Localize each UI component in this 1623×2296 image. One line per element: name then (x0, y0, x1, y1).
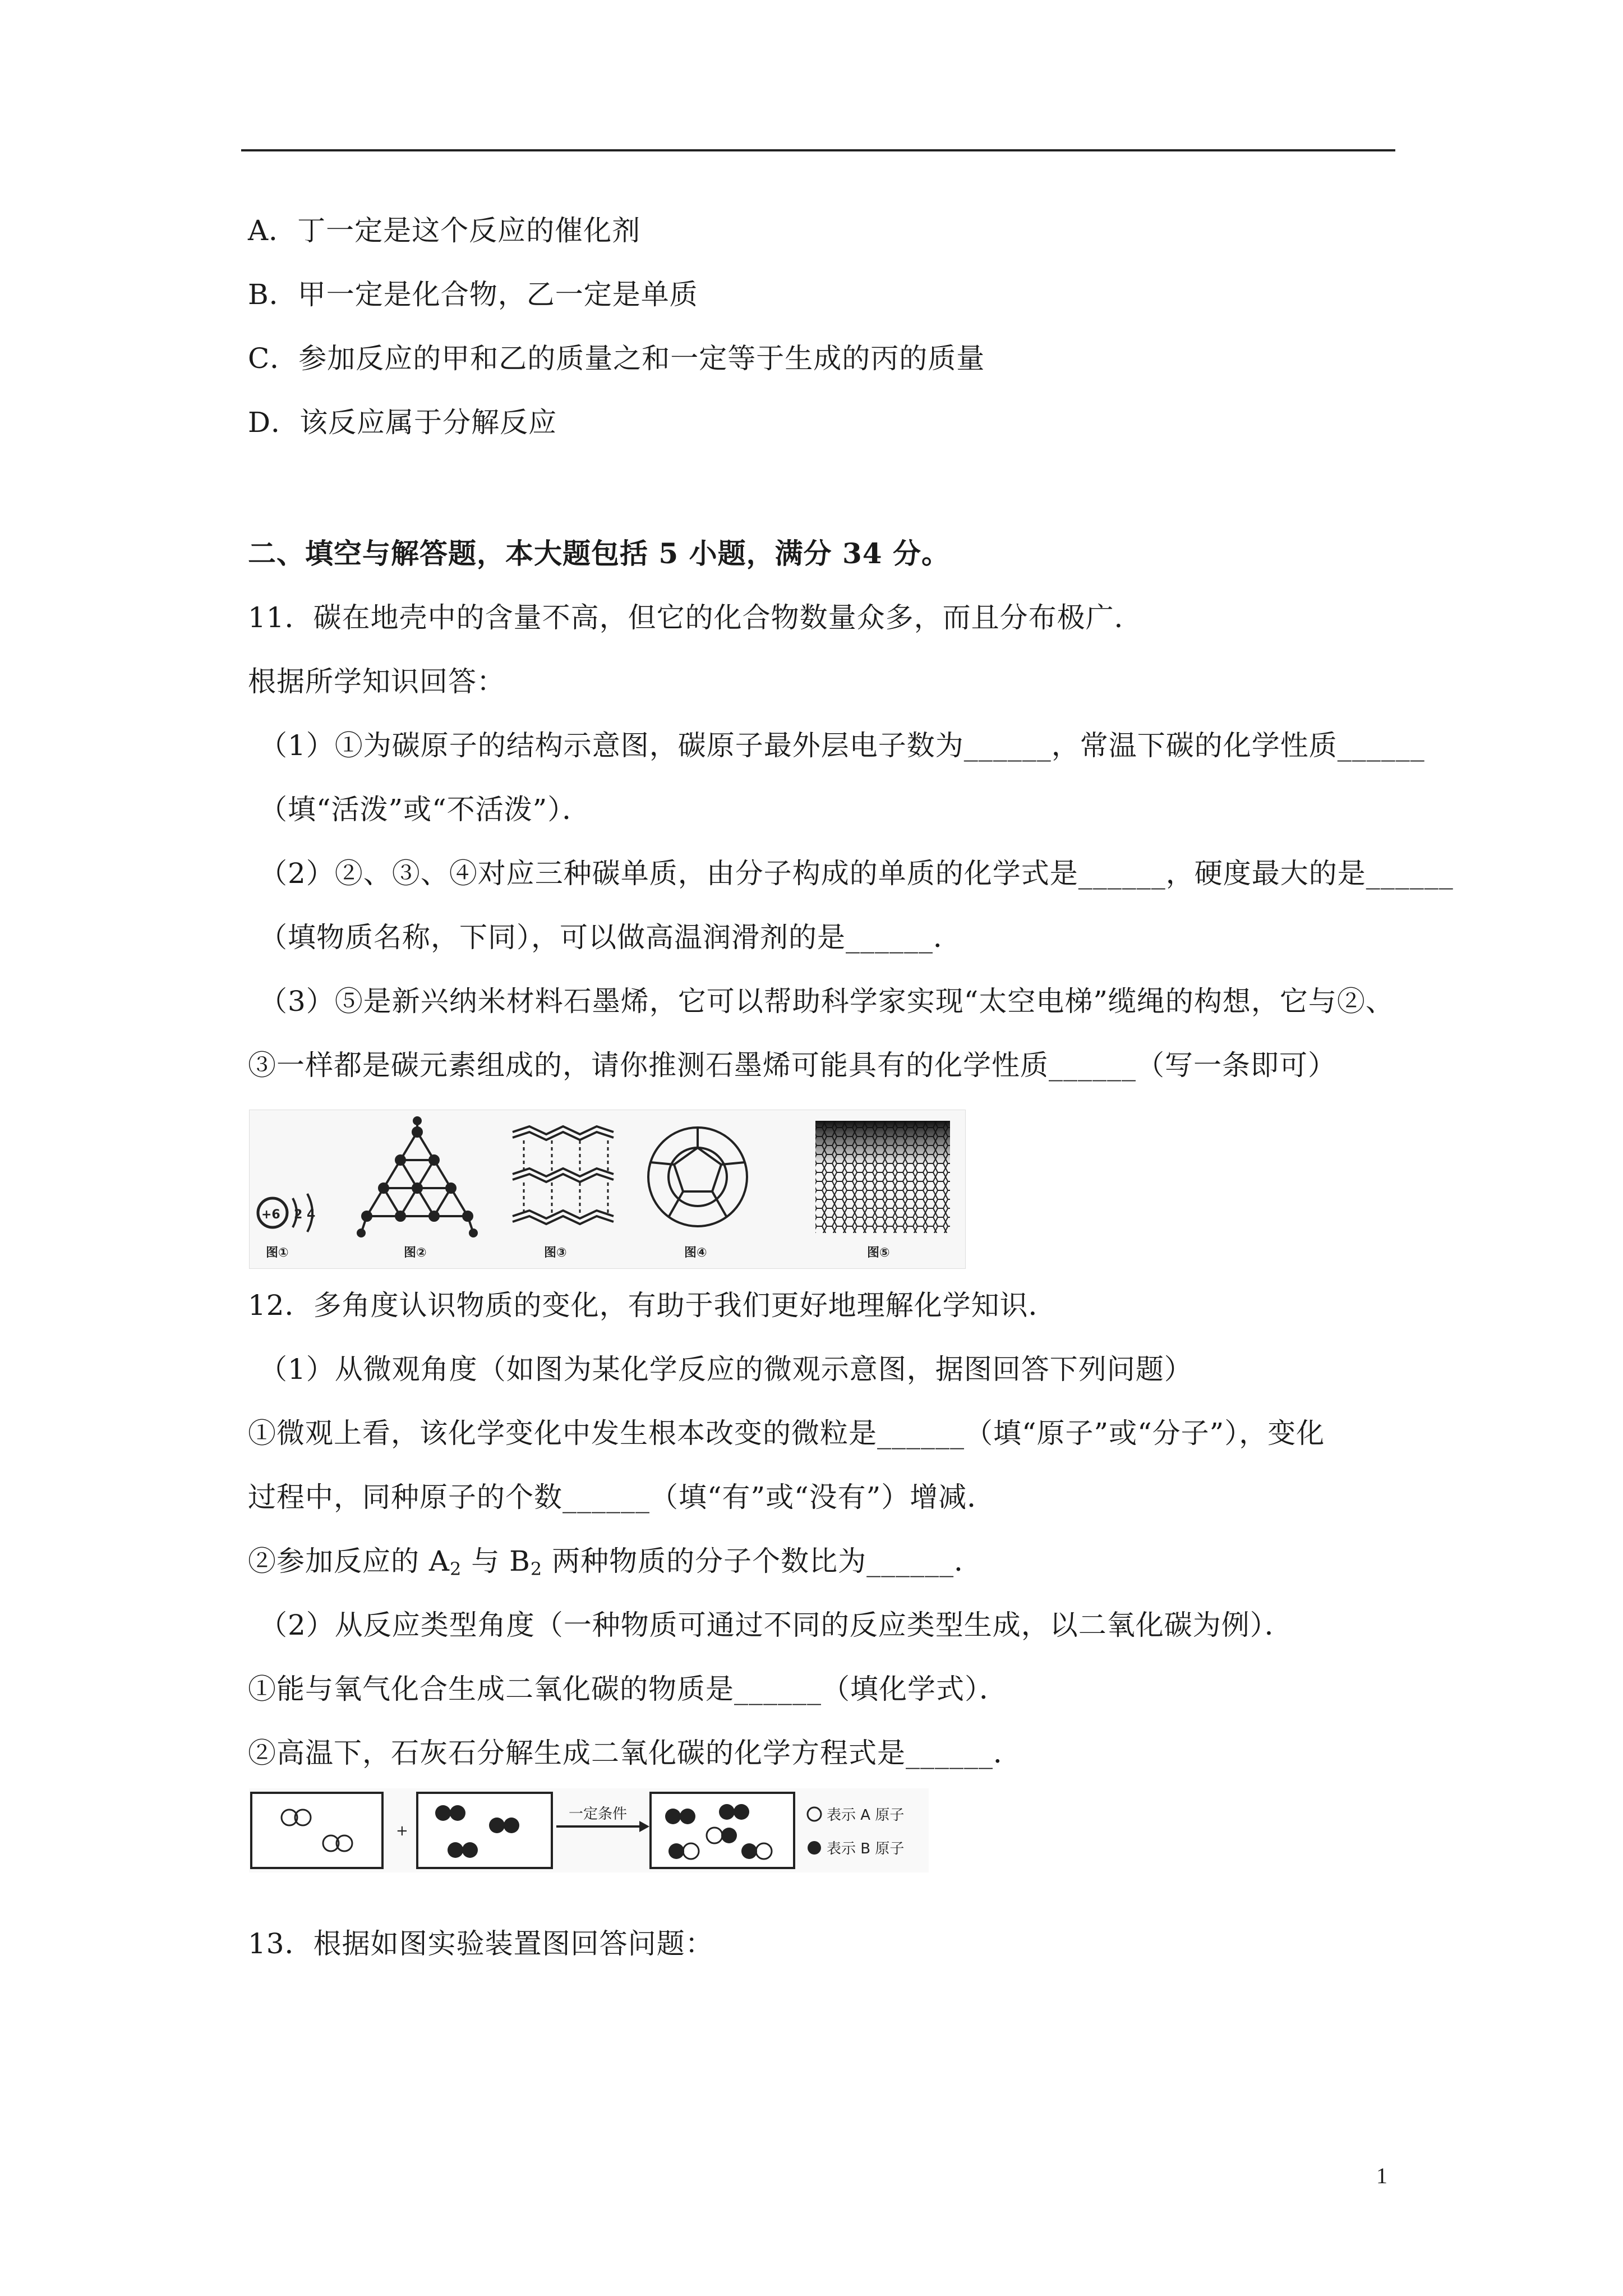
q12-part1-2-post: 两种物质的分子个数比为______． (542, 1545, 983, 1577)
product-box (651, 1793, 794, 1868)
caption-fig4: 图④ (684, 1246, 707, 1260)
q12-part1-1-line2: 过程中，同种原子的个数______（填“有”或“没有”）增减． (248, 1481, 996, 1513)
q11-part1-line1: （1）①为碳原子的结构示意图，碳原子最外层电子数为______，常温下碳的化学性质______ (259, 729, 1425, 762)
q11-stem: 11．碳在地壳中的含量不高，但它的化合物数量众多，而且分布极广． (248, 601, 1143, 634)
reaction-condition: 一定条件 (569, 1806, 628, 1823)
legend-a-atom: 表示 A 原子 (827, 1807, 905, 1824)
option-a: A．丁一定是这个反应的催化剂 (248, 214, 641, 247)
q12-part2-2: ②高温下，石灰石分解生成二氧化碳的化学方程式是______． (248, 1737, 1022, 1769)
q12-sub-b: 2 (530, 1558, 543, 1580)
q12-part1: （1）从微观角度（如图为某化学反应的微观示意图，据图回答下列问题） (259, 1353, 1193, 1386)
legend-b-atom: 表示 B 原子 (827, 1841, 905, 1857)
reaction-diagram (249, 1788, 929, 1872)
q13-stem: 13．根据如图实验装置图回答问题： (248, 1927, 714, 1960)
page-number: 1 (1376, 2163, 1387, 2188)
section-heading: 二、填空与解答题，本大题包括 5 小题，满分 34 分。 (248, 537, 950, 570)
plus-sign: + (396, 1823, 408, 1839)
q12-part1-2-mid: 与 B (462, 1545, 531, 1577)
option-b: B．甲一定是化合物，乙一定是单质 (248, 278, 698, 311)
q11-part2-line1: （2）②、③、④对应三种碳单质，由分子构成的单质的化学式是______，硬度最大的是______ (259, 857, 1454, 890)
q12-part2: （2）从反应类型角度（一种物质可通过不同的反应类型生成，以二氧化碳为例）． (259, 1609, 1293, 1641)
nucleus-label: +6 (261, 1208, 280, 1222)
caption-fig3: 图③ (544, 1246, 567, 1260)
q11-part2-line2: （填物质名称，下同），可以做高温润滑剂的是______． (259, 921, 962, 954)
q11-part3-line1: （3）⑤是新兴纳米材料石墨烯，它可以帮助科学家实现“太空电梯”缆绳的构想，它与②、 (259, 985, 1394, 1018)
caption-fig2: 图② (404, 1246, 427, 1260)
reactant-b2-box (417, 1793, 552, 1868)
q12-sub-a: 2 (450, 1558, 462, 1580)
q11-part1-line2: （填“活泼”或“不活泼”）． (259, 793, 591, 826)
header-rule (241, 149, 1395, 151)
carbon-structures-figure (249, 1110, 966, 1269)
q12-part1-2 (248, 1542, 983, 1589)
q12-part1-2-pre: ②参加反应的 A (248, 1545, 450, 1577)
option-d: D．该反应属于分解反应 (248, 406, 557, 439)
q11-intro: 根据所学知识回答： (248, 665, 505, 698)
q12-stem: 12．多角度认识物质的变化，有助于我们更好地理解化学知识． (248, 1289, 1057, 1322)
reactant-a2-box (251, 1793, 382, 1868)
option-c: C．参加反应的甲和乙的质量之和一定等于生成的丙的质量 (248, 342, 985, 375)
q12-part2-1: ①能与氧气化合生成二氧化碳的物质是______（填化学式）． (248, 1673, 1008, 1705)
caption-fig1: 图① (266, 1246, 289, 1260)
q12-part1-1-line1: ①微观上看，该化学变化中发生根本改变的微粒是______（填“原子”或“分子”），变化 (248, 1417, 1325, 1450)
q11-part3-line2: ③一样都是碳元素组成的，请你推测石墨烯可能具有的化学性质______（写一条即可） (248, 1049, 1336, 1082)
graphene-sheet (815, 1121, 950, 1233)
shell-electrons: 2 4 (294, 1208, 316, 1222)
caption-fig5: 图⑤ (867, 1246, 890, 1260)
